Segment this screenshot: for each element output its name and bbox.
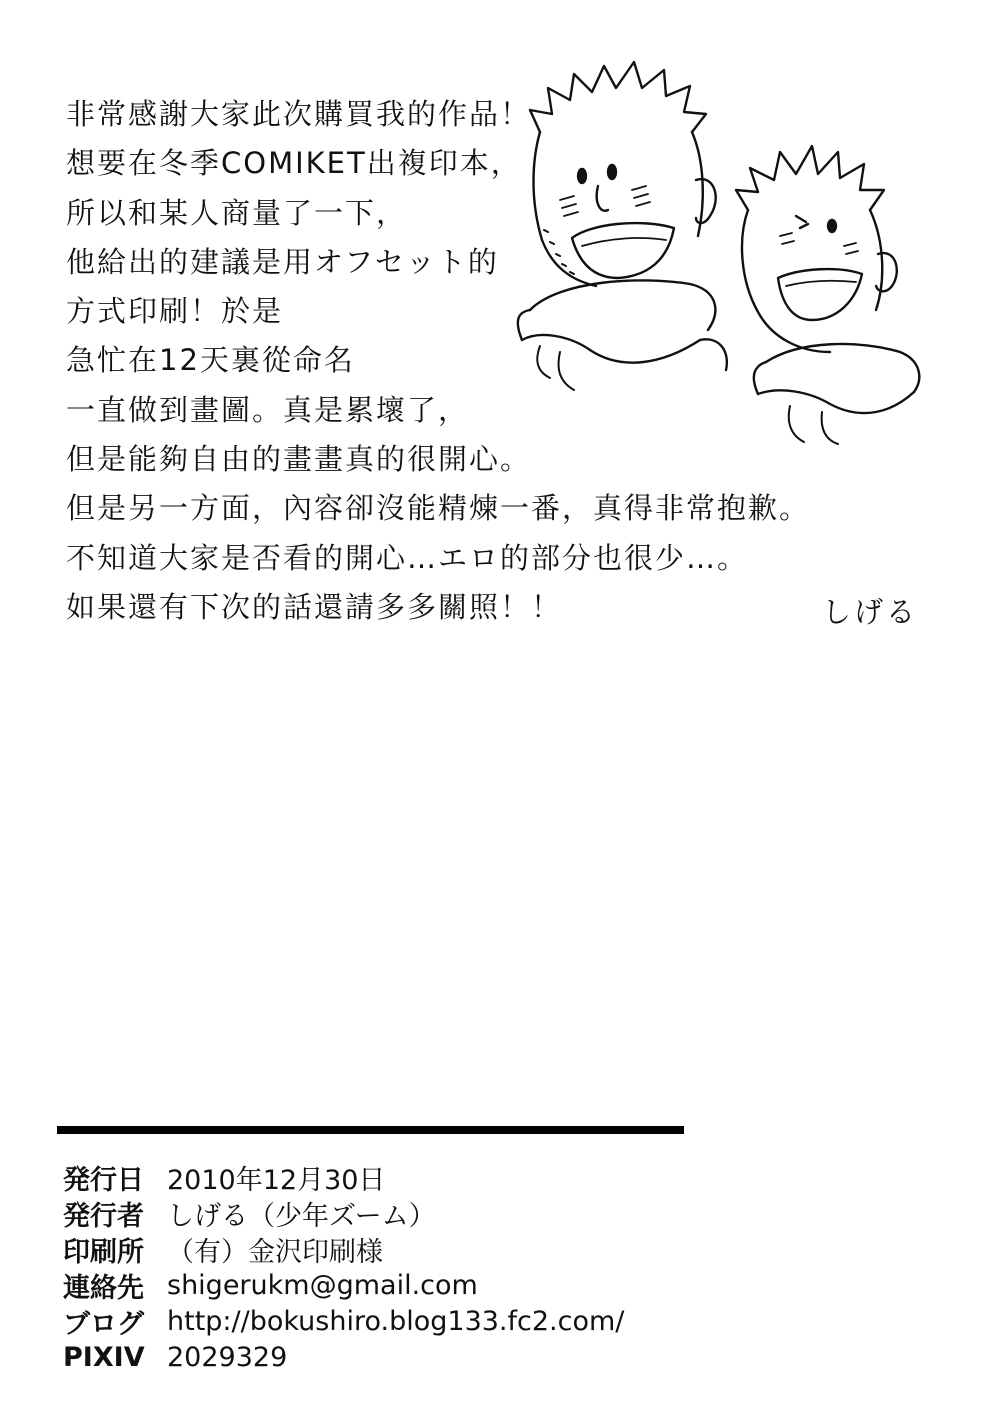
colophon-value: 2010年12月30日	[167, 1164, 386, 1196]
afterword-line: 如果還有下次的話還請多多關照！！	[66, 589, 563, 624]
colophon-label: ブログ	[63, 1308, 144, 1340]
colophon-row-publisher	[63, 1195, 624, 1231]
afterword-line: 非常感謝大家此次購買我的作品！	[66, 97, 532, 131]
left-character-figure	[518, 62, 727, 390]
afterword-line: 但是能夠自由的畫畫真的很開心。	[66, 442, 532, 477]
colophon-row-publish-date	[63, 1159, 624, 1195]
colophon-row-pixiv	[63, 1339, 624, 1375]
blog-url: http://bokushiro.blog133.fc2.com/	[167, 1305, 625, 1337]
colophon	[63, 1159, 624, 1375]
colophon-label: 発行日	[63, 1164, 144, 1196]
afterword-line: 急忙在12天裏從命名	[66, 343, 355, 378]
colophon-label: 連絡先	[63, 1272, 144, 1304]
right-character-figure	[736, 146, 919, 444]
colophon-row-printer	[63, 1231, 624, 1267]
pixiv-id: 2029329	[167, 1341, 288, 1373]
afterword-line: 想要在冬季COMIKET出複印本，	[66, 146, 522, 181]
afterword-line: 他給出的建議是用オフセット的	[66, 244, 499, 279]
colophon-label: PIXIV	[63, 1341, 145, 1373]
afterword-line: 但是另一方面，內容卻沒能精煉一番，真得非常抱歉。	[66, 491, 811, 526]
character-sketch-illustration	[500, 40, 960, 470]
colophon-value: （有）金沢印刷様	[167, 1236, 383, 1268]
contact-email: shigerukm@gmail.com	[167, 1269, 478, 1301]
colophon-value: しげる（少年ズーム）	[167, 1200, 436, 1232]
afterword-line: 一直做到畫圖。真是累壞了，	[66, 392, 470, 427]
afterword-line: 不知道大家是否看的開心…エロ的部分也很少…。	[66, 540, 749, 575]
colophon-row-contact	[63, 1267, 624, 1303]
colophon-label: 発行者	[63, 1200, 144, 1232]
colophon-label: 印刷所	[63, 1236, 144, 1268]
colophon-row-blog	[63, 1303, 624, 1339]
afterword-line: 所以和某人商量了一下，	[66, 195, 408, 230]
colophon-divider	[57, 1126, 684, 1134]
author-signature: しげる	[822, 595, 919, 629]
afterword-line: 方式印刷！於是	[66, 294, 284, 329]
